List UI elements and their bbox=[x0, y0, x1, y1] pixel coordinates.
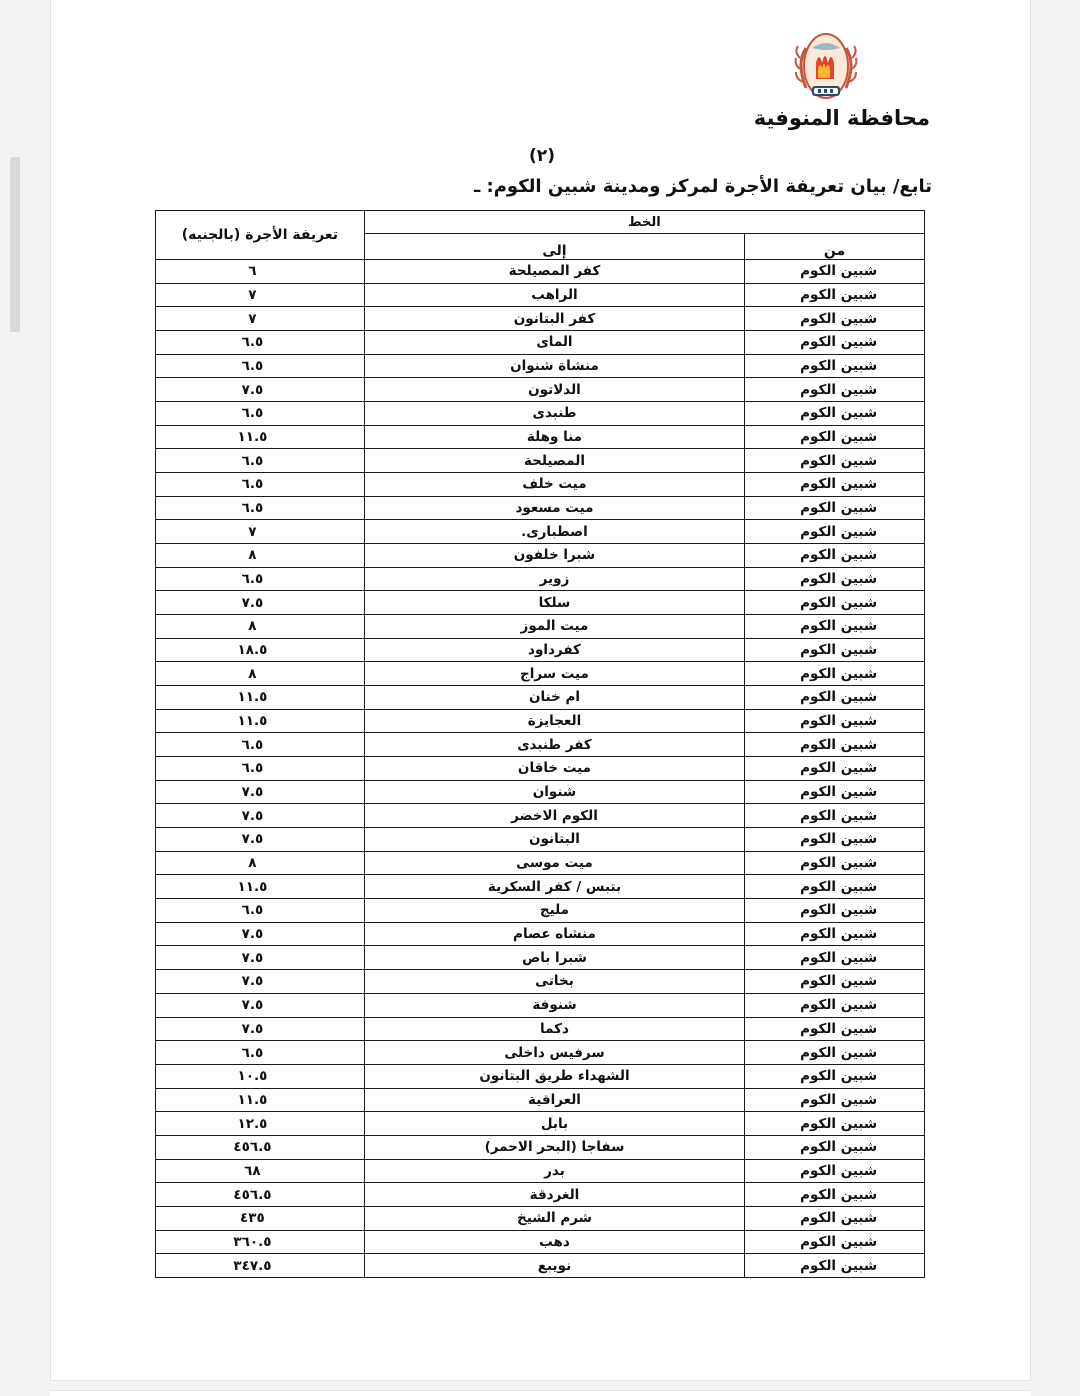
cell-from: شبين الكوم bbox=[745, 1254, 925, 1278]
cell-from: شبين الكوم bbox=[745, 307, 925, 331]
cell-from: شبين الكوم bbox=[745, 828, 925, 852]
cell-to: سفاجا (البحر الاحمر) bbox=[364, 1135, 744, 1159]
cell-from: شبين الكوم bbox=[745, 378, 925, 402]
cell-to: كفرداود bbox=[364, 638, 744, 662]
cell-to: شرم الشيخ bbox=[364, 1206, 744, 1230]
cell-fare: ٧.٥ bbox=[156, 591, 365, 615]
cell-fare: ٧.٥ bbox=[156, 1017, 365, 1041]
cell-fare: ١١.٥ bbox=[156, 875, 365, 899]
table-row bbox=[156, 544, 925, 568]
cell-from: شبين الكوم bbox=[745, 1135, 925, 1159]
cell-to: منشاه عصام bbox=[364, 922, 744, 946]
cell-from: شبين الكوم bbox=[745, 260, 925, 284]
cell-from: شبين الكوم bbox=[745, 851, 925, 875]
cell-to: العجايزة bbox=[364, 709, 744, 733]
cell-to: اصطبارى. bbox=[364, 520, 744, 544]
cell-to: ميت مسعود bbox=[364, 496, 744, 520]
cell-to: ميت خاقان bbox=[364, 757, 744, 781]
cell-to: بخاتى bbox=[364, 970, 744, 994]
cell-to: شنوان bbox=[364, 780, 744, 804]
cell-fare: ٦٨ bbox=[156, 1159, 365, 1183]
cell-fare: ٧.٥ bbox=[156, 970, 365, 994]
cell-from: شبين الكوم bbox=[745, 567, 925, 591]
cell-fare: ٦.٥ bbox=[156, 899, 365, 923]
table-row bbox=[156, 283, 925, 307]
cell-from: شبين الكوم bbox=[745, 662, 925, 686]
cell-to: شبرا خلفون bbox=[364, 544, 744, 568]
cell-from: شبين الكوم bbox=[745, 615, 925, 639]
table-row bbox=[156, 496, 925, 520]
cell-from: شبين الكوم bbox=[745, 733, 925, 757]
table-row bbox=[156, 1064, 925, 1088]
table-row bbox=[156, 733, 925, 757]
cell-fare: ٧.٥ bbox=[156, 780, 365, 804]
fare-table bbox=[155, 210, 925, 1278]
table-row bbox=[156, 686, 925, 710]
table-row bbox=[156, 1112, 925, 1136]
cell-from: شبين الكوم bbox=[745, 354, 925, 378]
cell-fare: ٨ bbox=[156, 544, 365, 568]
cell-from: شبين الكوم bbox=[745, 520, 925, 544]
scroll-indicator[interactable] bbox=[10, 157, 20, 332]
table-row bbox=[156, 354, 925, 378]
header-fare: تعريفة الأجرة (بالجنيه) bbox=[156, 211, 365, 260]
cell-from: شبين الكوم bbox=[745, 638, 925, 662]
cell-to: طنبدى bbox=[364, 402, 744, 426]
cell-fare: ٦.٥ bbox=[156, 449, 365, 473]
cell-to: الدلاتون bbox=[364, 378, 744, 402]
table-row bbox=[156, 638, 925, 662]
cell-fare: ٦.٥ bbox=[156, 354, 365, 378]
cell-from: شبين الكوم bbox=[745, 1088, 925, 1112]
cell-from: شبين الكوم bbox=[745, 922, 925, 946]
cell-fare: ٧.٥ bbox=[156, 993, 365, 1017]
cell-from: شبين الكوم bbox=[745, 1206, 925, 1230]
cell-to: ام خنان bbox=[364, 686, 744, 710]
cell-fare: ٧.٥ bbox=[156, 922, 365, 946]
cell-fare: ٦.٥ bbox=[156, 733, 365, 757]
cell-from: شبين الكوم bbox=[745, 1230, 925, 1254]
cell-to: الراهب bbox=[364, 283, 744, 307]
cell-to: البتانون bbox=[364, 828, 744, 852]
table-row bbox=[156, 1088, 925, 1112]
page-number: (٢) bbox=[529, 146, 555, 166]
cell-from: شبين الكوم bbox=[745, 1017, 925, 1041]
cell-to: شنوفة bbox=[364, 993, 744, 1017]
table-row bbox=[156, 402, 925, 426]
cell-from: شبين الكوم bbox=[745, 757, 925, 781]
table-row bbox=[156, 780, 925, 804]
document-title: تابع/ بيان تعريفة الأجرة لمركز ومدينة شبين الكوم: ـ bbox=[474, 176, 932, 197]
cell-fare: ٦.٥ bbox=[156, 567, 365, 591]
table-row bbox=[156, 804, 925, 828]
table-row bbox=[156, 449, 925, 473]
cell-to: مليج bbox=[364, 899, 744, 923]
table-row bbox=[156, 615, 925, 639]
cell-to: الماى bbox=[364, 331, 744, 355]
cell-to: بتبس / كفر السكرية bbox=[364, 875, 744, 899]
cell-to: سلكا bbox=[364, 591, 744, 615]
table-row bbox=[156, 1041, 925, 1065]
table-row bbox=[156, 922, 925, 946]
cell-fare: ٧.٥ bbox=[156, 828, 365, 852]
cell-from: شبين الكوم bbox=[745, 1112, 925, 1136]
cell-from: شبين الكوم bbox=[745, 544, 925, 568]
cell-fare: ١١.٥ bbox=[156, 1088, 365, 1112]
cell-to: زوير bbox=[364, 567, 744, 591]
cell-to: الشهداء طريق البتانون bbox=[364, 1064, 744, 1088]
cell-fare: ١١.٥ bbox=[156, 425, 365, 449]
table-row bbox=[156, 662, 925, 686]
cell-from: شبين الكوم bbox=[745, 449, 925, 473]
cell-fare: ٣٦٠.٥ bbox=[156, 1230, 365, 1254]
table-row bbox=[156, 473, 925, 497]
table-row bbox=[156, 331, 925, 355]
cell-fare: ٨ bbox=[156, 615, 365, 639]
cell-from: شبين الكوم bbox=[745, 473, 925, 497]
governorate-name: محافظة المنوفية bbox=[753, 106, 930, 130]
cell-to: ميت الموز bbox=[364, 615, 744, 639]
table-row bbox=[156, 307, 925, 331]
cell-fare: ١٨.٥ bbox=[156, 638, 365, 662]
cell-fare: ٦.٥ bbox=[156, 473, 365, 497]
cell-to: منا وهلة bbox=[364, 425, 744, 449]
cell-to: الغردقة bbox=[364, 1183, 744, 1207]
table-row bbox=[156, 591, 925, 615]
cell-to: سرفيس داخلى bbox=[364, 1041, 744, 1065]
cell-to: كفر المصيلحة bbox=[364, 260, 744, 284]
cell-from: شبين الكوم bbox=[745, 331, 925, 355]
cell-from: شبين الكوم bbox=[745, 1064, 925, 1088]
header-line: الخط bbox=[364, 211, 924, 234]
cell-to: كفر طنبدى bbox=[364, 733, 744, 757]
cell-from: شبين الكوم bbox=[745, 899, 925, 923]
cell-fare: ٨ bbox=[156, 662, 365, 686]
cell-fare: ١١.٥ bbox=[156, 709, 365, 733]
header-from: من bbox=[745, 234, 925, 260]
cell-from: شبين الكوم bbox=[745, 686, 925, 710]
cell-to: نويبع bbox=[364, 1254, 744, 1278]
table-row bbox=[156, 1254, 925, 1278]
table-row bbox=[156, 993, 925, 1017]
cell-to: العراقية bbox=[364, 1088, 744, 1112]
cell-fare: ٦.٥ bbox=[156, 1041, 365, 1065]
table-row bbox=[156, 875, 925, 899]
cell-fare: ٦.٥ bbox=[156, 496, 365, 520]
cell-to: شبرا باص bbox=[364, 946, 744, 970]
table-row bbox=[156, 425, 925, 449]
table-row bbox=[156, 899, 925, 923]
table-row bbox=[156, 970, 925, 994]
cell-to: بابل bbox=[364, 1112, 744, 1136]
cell-fare: ٧ bbox=[156, 283, 365, 307]
cell-fare: ٧.٥ bbox=[156, 378, 365, 402]
cell-to: الكوم الاخضر bbox=[364, 804, 744, 828]
cell-from: شبين الكوم bbox=[745, 946, 925, 970]
cell-to: بدر bbox=[364, 1159, 744, 1183]
table-row bbox=[156, 828, 925, 852]
cell-to: ميت سراج bbox=[364, 662, 744, 686]
cell-from: شبين الكوم bbox=[745, 283, 925, 307]
cell-to: المصيلحة bbox=[364, 449, 744, 473]
cell-fare: ٧ bbox=[156, 520, 365, 544]
cell-fare: ٧ bbox=[156, 307, 365, 331]
cell-from: شبين الكوم bbox=[745, 709, 925, 733]
fare-table-body bbox=[156, 260, 925, 1278]
table-row bbox=[156, 1230, 925, 1254]
table-row bbox=[156, 709, 925, 733]
table-row bbox=[156, 260, 925, 284]
table-row bbox=[156, 1017, 925, 1041]
cell-to: دهب bbox=[364, 1230, 744, 1254]
cell-to: دكما bbox=[364, 1017, 744, 1041]
cell-from: شبين الكوم bbox=[745, 425, 925, 449]
table-row bbox=[156, 378, 925, 402]
cell-from: شبين الكوم bbox=[745, 993, 925, 1017]
cell-from: شبين الكوم bbox=[745, 1159, 925, 1183]
cell-to: ميت موسى bbox=[364, 851, 744, 875]
cell-to: منشاة شنوان bbox=[364, 354, 744, 378]
cell-from: شبين الكوم bbox=[745, 496, 925, 520]
cell-from: شبين الكوم bbox=[745, 780, 925, 804]
table-row bbox=[156, 1159, 925, 1183]
cell-fare: ٨ bbox=[156, 851, 365, 875]
cell-fare: ٦.٥ bbox=[156, 757, 365, 781]
cell-from: شبين الكوم bbox=[745, 970, 925, 994]
cell-fare: ٤٥٦.٥ bbox=[156, 1183, 365, 1207]
table-row bbox=[156, 1183, 925, 1207]
cell-fare: ١٠.٥ bbox=[156, 1064, 365, 1088]
table-row bbox=[156, 946, 925, 970]
cell-fare: ٦ bbox=[156, 260, 365, 284]
cell-fare: ٧.٥ bbox=[156, 804, 365, 828]
cell-fare: ٤٣٥ bbox=[156, 1206, 365, 1230]
cell-from: شبين الكوم bbox=[745, 402, 925, 426]
cell-fare: ١١.٥ bbox=[156, 686, 365, 710]
table-row bbox=[156, 851, 925, 875]
cell-to: ميت خلف bbox=[364, 473, 744, 497]
cell-from: شبين الكوم bbox=[745, 1041, 925, 1065]
cell-fare: ١٢.٥ bbox=[156, 1112, 365, 1136]
table-row bbox=[156, 757, 925, 781]
cell-from: شبين الكوم bbox=[745, 875, 925, 899]
table-row bbox=[156, 1135, 925, 1159]
cell-fare: ٣٤٧.٥ bbox=[156, 1254, 365, 1278]
governorate-emblem-icon bbox=[766, 18, 881, 118]
cell-fare: ٧.٥ bbox=[156, 946, 365, 970]
cell-from: شبين الكوم bbox=[745, 1183, 925, 1207]
table-row bbox=[156, 567, 925, 591]
table-row bbox=[156, 520, 925, 544]
cell-to: كفر البتانون bbox=[364, 307, 744, 331]
cell-fare: ٤٥٦.٥ bbox=[156, 1135, 365, 1159]
cell-from: شبين الكوم bbox=[745, 804, 925, 828]
cell-fare: ٦.٥ bbox=[156, 331, 365, 355]
next-page-edge bbox=[50, 1390, 1031, 1396]
cell-from: شبين الكوم bbox=[745, 591, 925, 615]
header-to: إلى bbox=[364, 234, 744, 260]
cell-fare: ٦.٥ bbox=[156, 402, 365, 426]
table-row bbox=[156, 1206, 925, 1230]
